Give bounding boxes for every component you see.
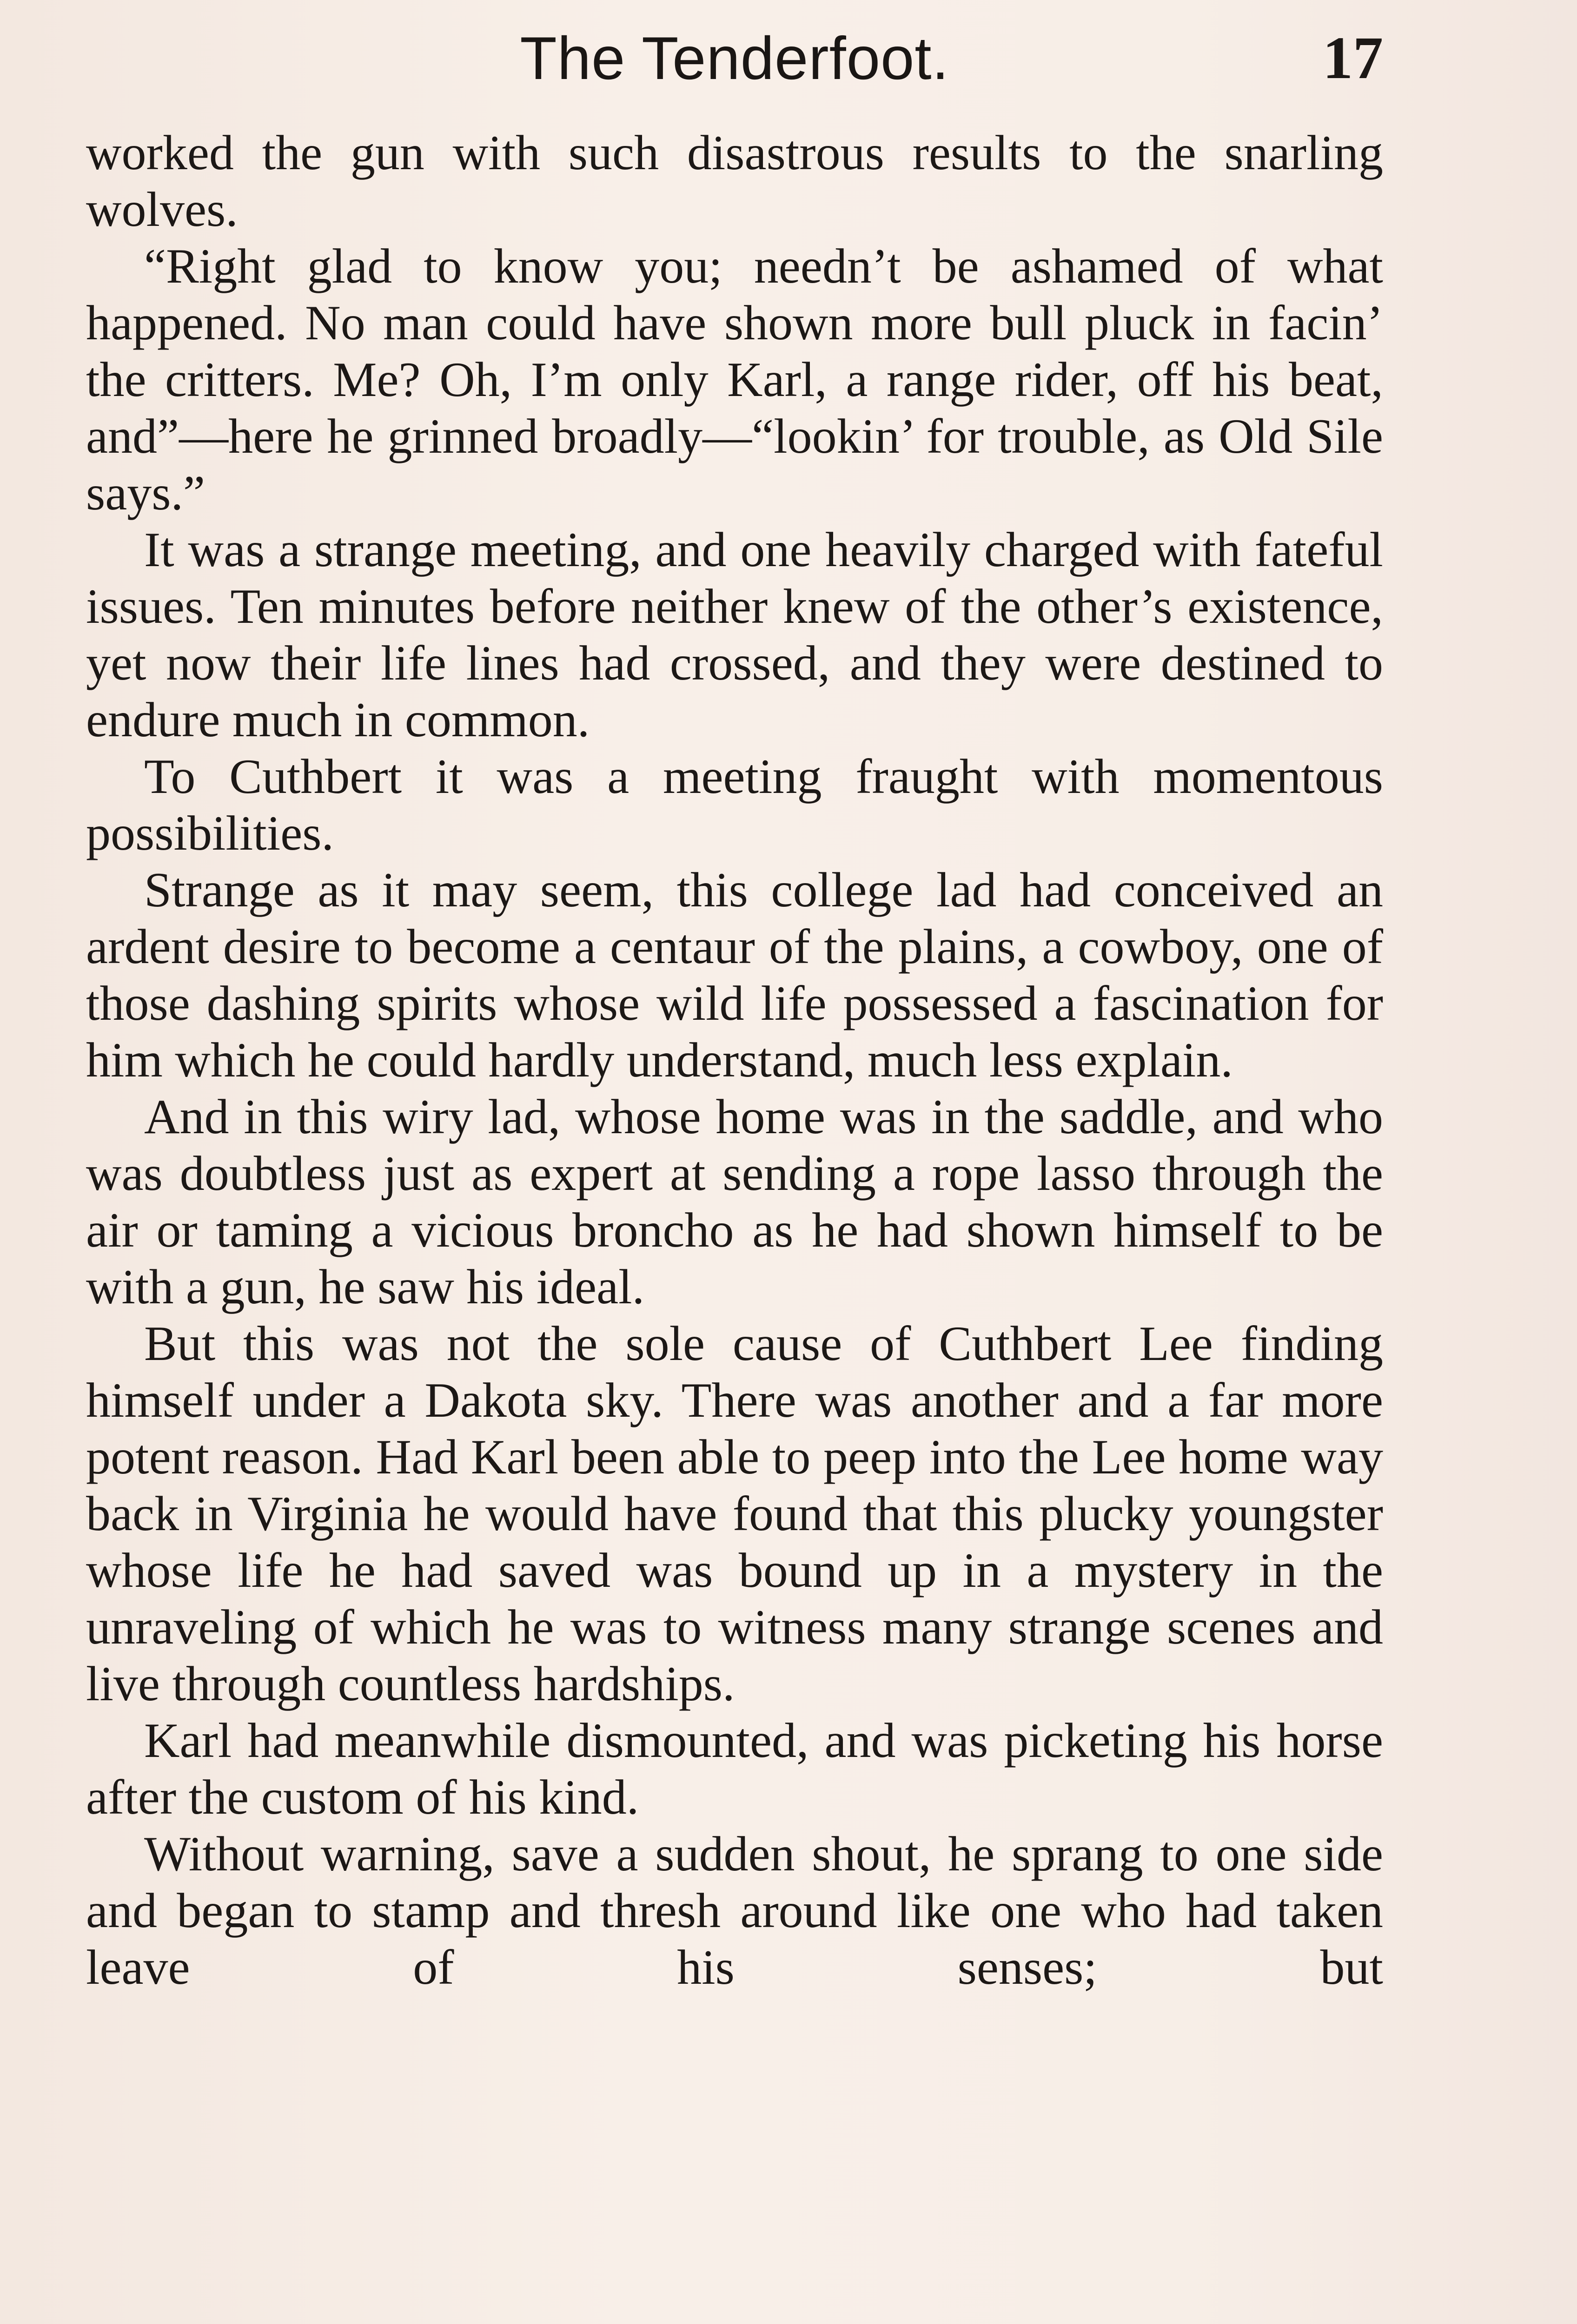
body-text xyxy=(86,125,1383,1996)
paragraph-9: Without warning, save a sudden shout, he sprang to one side and began to stamp and thresh around like one who had taken leave of his senses; but xyxy=(86,1827,1383,1994)
paragraph-1: worked the gun with such disastrous results to the snarling wolves. xyxy=(86,125,1383,237)
paragraph-2: “Right glad to know you; needn’t be ashamed of what happened. No man could have shown more bull pluck in facin’ the critters. Me? Oh, I’m only Karl, a range rider, off his beat, and”—here he grinned broadly—“lookin’ for trouble, as Old Sile says.” xyxy=(86,239,1383,520)
page-header xyxy=(86,19,1383,98)
paragraph-8: Karl had meanwhile dismounted, and was picketing his horse after the custom of his kind. xyxy=(86,1713,1383,1824)
paragraph-4: To Cuthbert it was a meeting fraught with momentous possibilities. xyxy=(86,749,1383,860)
paragraph-6: And in this wiry lad, whose home was in the saddle, and who was doubtless just as expert at sending a rope lasso through the air or taming a vicious broncho as he had shown himself to be with a gun, he saw his ideal. xyxy=(86,1089,1383,1314)
paragraph-5: Strange as it may seem, this college lad had conceived an ardent desire to become a centaur of the plains, a cowboy, one of those dashing spirits whose wild life possessed a fascination for him which he could hardly understand, much less explain. xyxy=(86,863,1383,1087)
running-title: The Tenderfoot. xyxy=(520,24,949,92)
page-number: 17 xyxy=(1323,25,1383,92)
paragraph-3: It was a strange meeting, and one heavily charged with fateful issues. Ten minutes before neither knew of the other’s existence, yet now their life lines had crossed, and they were destined to endure much in common. xyxy=(86,522,1383,747)
paragraph-7: But this was not the sole cause of Cuthbert Lee finding himself under a Dakota sky. There was another and a far more potent reason. Had Karl been able to peep into the Lee home way back in Virginia he would have found that this plucky youngster whose life he had saved was bound up in a mystery in the unraveling of which he was to witness many strange scenes and live through countless hardships. xyxy=(86,1316,1383,1711)
